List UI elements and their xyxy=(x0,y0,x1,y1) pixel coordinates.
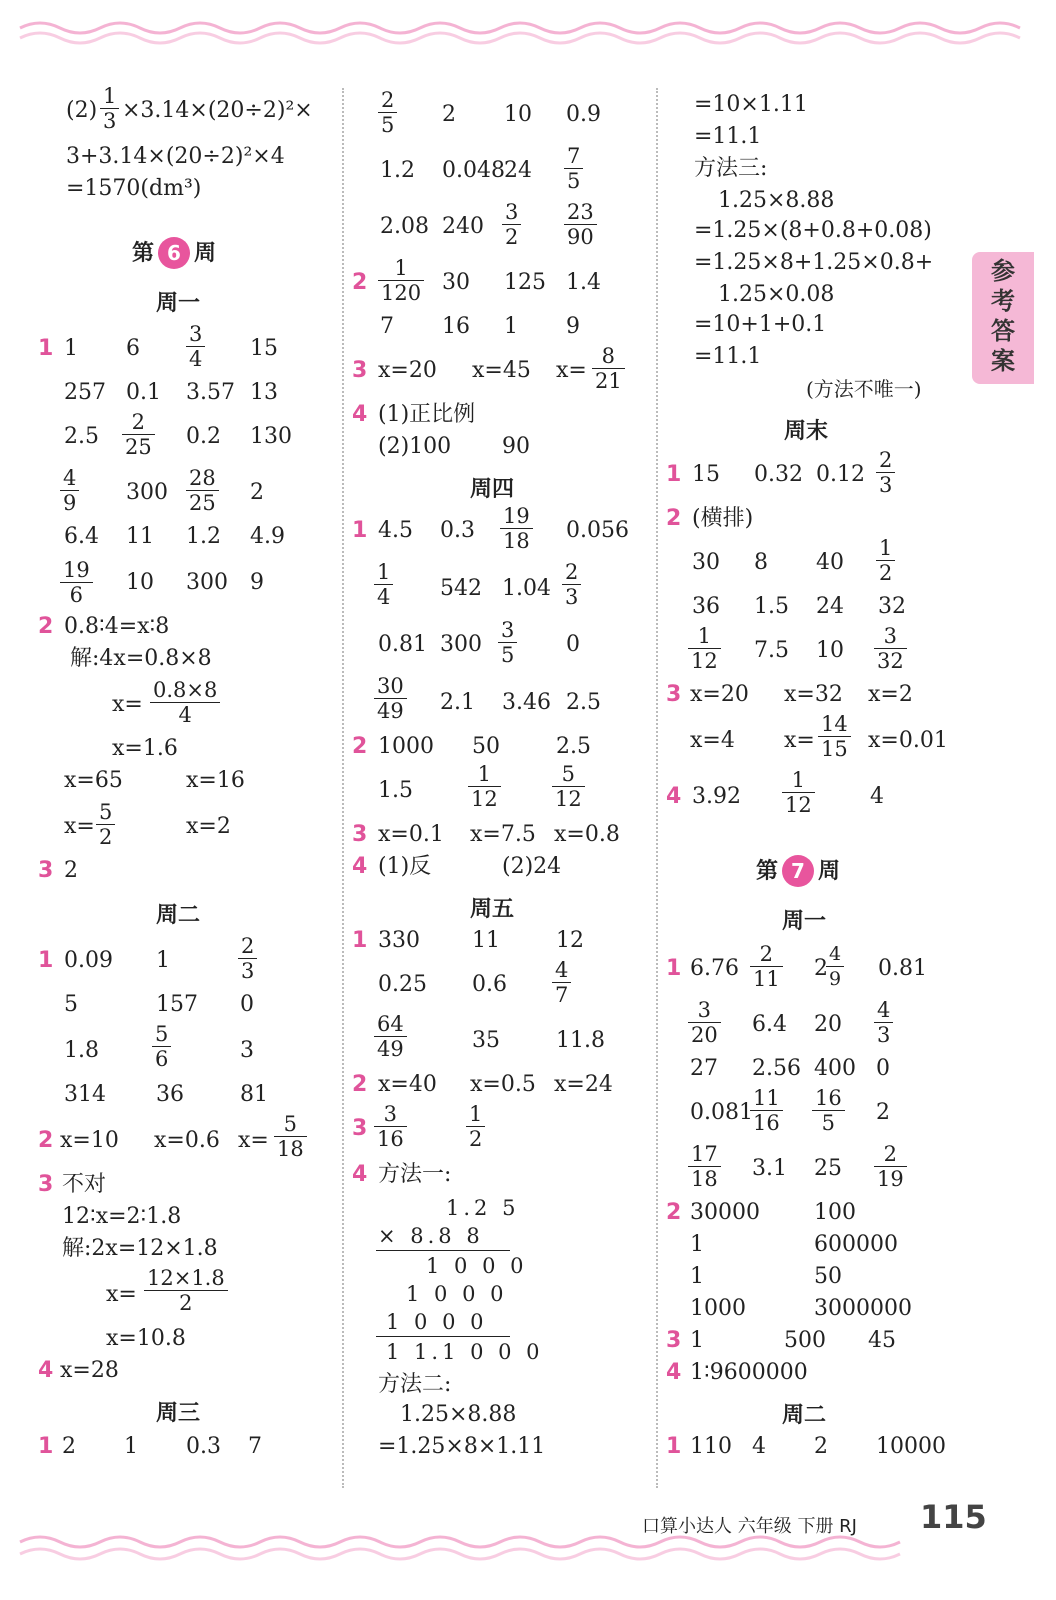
tab-label: 参考答案 xyxy=(991,257,1015,375)
fraction: $\frac{30}{49}$ xyxy=(374,674,407,723)
answer: 1.8 xyxy=(64,1038,99,1063)
multiplication-row: 1 0 0 0 xyxy=(426,1254,528,1278)
equation: x=2 xyxy=(186,814,231,839)
fraction: $\frac{2}{11}$ xyxy=(750,942,783,991)
question-number: 2 xyxy=(352,734,368,759)
answer: 500 xyxy=(784,1328,826,1353)
answer: 314 xyxy=(64,1082,106,1107)
top-wave-border xyxy=(0,16,1056,56)
multiplication-row: 1 1.1 0 0 0 xyxy=(386,1340,544,1364)
question-number: 2 xyxy=(38,1128,54,1153)
answer: 10 xyxy=(504,102,532,127)
answer: 50 xyxy=(472,734,500,759)
equation: =1.25×(8+0.8+0.08) xyxy=(694,218,932,243)
equation: x= xyxy=(112,692,143,717)
answer: 3.1 xyxy=(752,1156,787,1181)
week-6-heading: 第 6 周 xyxy=(132,236,216,269)
answer: 0.048 xyxy=(442,158,505,183)
equation: x=10.8 xyxy=(106,1326,186,1351)
fraction: $\frac{8}{21}$ xyxy=(592,344,625,393)
question-number: 1 xyxy=(666,1434,682,1459)
equation: x= xyxy=(238,1128,269,1153)
answer: 0 xyxy=(566,632,580,657)
answer: 1 xyxy=(504,314,518,339)
answer: 81 xyxy=(240,1082,268,1107)
equation: =10×1.11 xyxy=(694,92,808,117)
day-heading-wednesday: 周三 xyxy=(156,1401,201,1426)
answer: 3.92 xyxy=(692,784,741,809)
answer: 1 xyxy=(64,336,78,361)
multiplication-row: 1.2 5 xyxy=(446,1196,520,1220)
text-line: 3+3.14×(20÷2)²×4 xyxy=(66,144,285,169)
equation: x=4 xyxy=(690,728,735,753)
answer: 45 xyxy=(868,1328,896,1353)
answer: 1∶9600000 xyxy=(690,1360,808,1385)
answer: 300 xyxy=(126,480,168,505)
question-number: 1 xyxy=(38,948,54,973)
question-number: 1 xyxy=(666,956,682,981)
answer: 1 xyxy=(690,1264,704,1289)
text-line: (1)反 xyxy=(378,854,432,879)
question-number: 2 xyxy=(38,614,54,639)
answer: 3.57 xyxy=(186,380,235,405)
fraction: $\frac{1}{2}$ xyxy=(876,536,895,585)
equation: x=10 xyxy=(60,1128,119,1153)
answer: 4 xyxy=(870,784,884,809)
answer: 2.5 xyxy=(566,690,601,715)
answer: 3000000 xyxy=(814,1296,912,1321)
equation: 12∶x=2∶1.8 xyxy=(62,1204,182,1229)
answer: 25 xyxy=(814,1156,842,1181)
question-number: 4 xyxy=(666,784,682,809)
fraction: $\frac{0.8\times 8}{4}$ xyxy=(150,678,220,727)
answer: 13 xyxy=(250,380,278,405)
equation: x=0.8 xyxy=(554,822,620,847)
answer: 0.3 xyxy=(186,1434,221,1459)
answer: 130 xyxy=(250,424,292,449)
fraction: $\frac{1}{12}$ xyxy=(468,762,501,811)
answer: 157 xyxy=(156,992,198,1017)
question-number: 4 xyxy=(666,1360,682,1385)
text-line: (2) xyxy=(66,98,98,123)
footer-book-title: 口算小达人 六年级 下册 RJ xyxy=(642,1516,857,1537)
equation: 1.25×0.08 xyxy=(718,282,835,307)
equation: x= xyxy=(106,1282,137,1307)
answer: 36 xyxy=(156,1082,184,1107)
fraction: $\frac{64}{49}$ xyxy=(374,1012,407,1061)
question-number: 1 xyxy=(352,518,368,543)
fraction: $\frac{5}{18}$ xyxy=(274,1112,307,1161)
answer: 0.6 xyxy=(472,972,507,997)
fraction: $\frac{16}{5}$ xyxy=(812,1086,845,1135)
answer: 11 xyxy=(472,928,500,953)
answer: 600000 xyxy=(814,1232,898,1257)
page-number: 115 xyxy=(920,1498,987,1536)
equation: x=32 xyxy=(784,682,843,707)
fraction: $\frac{2}{19}$ xyxy=(874,1142,907,1191)
answer: 9 xyxy=(566,314,580,339)
answer: 20 xyxy=(814,1012,842,1037)
day-heading-friday: 周五 xyxy=(470,897,515,922)
week-7-heading: 第 7 周 xyxy=(756,854,840,887)
answer: 30 xyxy=(442,270,470,295)
fraction: $\frac{17}{18}$ xyxy=(688,1142,721,1191)
fraction: $\frac{4}{3}$ xyxy=(874,998,893,1047)
question-number: 2 xyxy=(352,270,368,295)
question-number: 1 xyxy=(666,462,682,487)
answer: 1 xyxy=(690,1328,704,1353)
question-number: 3 xyxy=(352,358,368,383)
fraction: $\frac{1}{120}$ xyxy=(378,256,424,305)
day-heading-tuesday: 周二 xyxy=(156,903,201,928)
multiplication-row: 1 0 0 0 xyxy=(406,1282,508,1306)
equation: x= xyxy=(64,814,95,839)
answer: 15 xyxy=(692,462,720,487)
fraction: $\frac{14}{15}$ xyxy=(818,712,851,761)
answer: 400 xyxy=(814,1056,856,1081)
text-line: 方法二: xyxy=(378,1372,452,1397)
text-line: 90 xyxy=(502,434,530,459)
multiplication-row: 1 0 0 0 xyxy=(386,1310,488,1334)
question-number: 1 xyxy=(352,928,368,953)
answer: 2 xyxy=(250,480,264,505)
question-number: 2 xyxy=(666,1200,682,1225)
fraction: $\frac{3}{20}$ xyxy=(688,998,721,1047)
equation: x=65 xyxy=(64,768,123,793)
answer: 1000 xyxy=(690,1296,746,1321)
answer: 0.12 xyxy=(816,462,865,487)
answer: 0.9 xyxy=(566,102,601,127)
question-number: 3 xyxy=(666,1328,682,1353)
equation: =1.25×8×1.11 xyxy=(378,1434,546,1459)
equation: x=1.6 xyxy=(112,736,178,761)
answer: 2 xyxy=(876,1100,890,1125)
equation: =11.1 xyxy=(694,344,762,369)
equation: x=0.01 xyxy=(868,728,948,753)
answer: 125 xyxy=(504,270,546,295)
fraction: $\frac{5}{2}$ xyxy=(96,800,115,849)
answer: 24 xyxy=(816,594,844,619)
text-line: =1570(dm³) xyxy=(66,176,202,201)
equation: x=28 xyxy=(60,1358,119,1383)
answer: 7 xyxy=(248,1434,262,1459)
answer: 0.25 xyxy=(378,972,427,997)
answer: 2 xyxy=(442,102,456,127)
answer: 240 xyxy=(442,214,484,239)
question-number: 3 xyxy=(38,858,54,883)
answer: 110 xyxy=(690,1434,732,1459)
text-line: 不对 xyxy=(62,1172,107,1197)
equation: x=20 xyxy=(378,358,437,383)
answer: 8 xyxy=(754,550,768,575)
fraction: $\frac{2}{5}$ xyxy=(378,88,397,137)
answer: 1 xyxy=(690,1232,704,1257)
answer: 2 xyxy=(64,858,78,883)
question-number: 4 xyxy=(352,402,368,427)
answer: 0 xyxy=(876,1056,890,1081)
answer: 2.5 xyxy=(556,734,591,759)
question-number: 4 xyxy=(352,854,368,879)
question-number: 4 xyxy=(38,1358,54,1383)
fraction: $\frac{3}{16}$ xyxy=(374,1102,407,1151)
answer: 36 xyxy=(692,594,720,619)
fraction: $\frac{23}{90}$ xyxy=(564,200,597,249)
multiplication-rule xyxy=(376,1336,510,1337)
answer: 7 xyxy=(380,314,394,339)
answer: 4 xyxy=(752,1434,766,1459)
question-number: 3 xyxy=(352,822,368,847)
question-number: 3 xyxy=(352,1116,368,1141)
equation: x=24 xyxy=(554,1072,613,1097)
answer: 10 xyxy=(126,570,154,595)
answer: 1.4 xyxy=(566,270,601,295)
fraction: $\frac{12\times 1.8}{2}$ xyxy=(144,1266,228,1315)
equation: x=0.5 xyxy=(470,1072,536,1097)
fraction: $\frac{11}{16}$ xyxy=(750,1086,783,1135)
answer: 1000 xyxy=(378,734,434,759)
answer: 7.5 xyxy=(754,638,789,663)
answer: 1.2 xyxy=(380,158,415,183)
answer: 0.09 xyxy=(64,948,113,973)
answer: 330 xyxy=(378,928,420,953)
equation: =11.1 xyxy=(694,124,762,149)
fraction: $\frac{3}{32}$ xyxy=(874,624,907,673)
equation: x= xyxy=(784,728,815,753)
fraction: $\frac{4}{7}$ xyxy=(552,958,571,1007)
fraction: $\frac{1}{2}$ xyxy=(466,1102,485,1151)
answer: 32 xyxy=(878,594,906,619)
answer: 1.5 xyxy=(378,778,413,803)
answer: 0.81 xyxy=(378,632,427,657)
answer: 1.5 xyxy=(754,594,789,619)
answer: 542 xyxy=(440,576,482,601)
answer: 4.9 xyxy=(250,524,285,549)
answer: 9 xyxy=(250,570,264,595)
answer: 6.4 xyxy=(752,1012,787,1037)
fraction: $\frac{1}{12}$ xyxy=(782,768,815,817)
answer: 2.56 xyxy=(752,1056,801,1081)
answer: 30 xyxy=(692,550,720,575)
answer: 50 xyxy=(814,1264,842,1289)
question-number: 3 xyxy=(666,682,682,707)
equation: 1.25×8.88 xyxy=(400,1402,517,1427)
question-number: 1 xyxy=(38,336,54,361)
day-heading-monday: 周一 xyxy=(156,291,201,316)
answer: 6.76 xyxy=(690,956,739,981)
answer: 15 xyxy=(250,336,278,361)
answer: 0.32 xyxy=(754,462,803,487)
question-number: 4 xyxy=(352,1162,368,1187)
fraction: $\frac{1}{12}$ xyxy=(688,624,721,673)
fraction: $\frac{1}{4}$ xyxy=(374,560,393,609)
bottom-wave-border xyxy=(0,1530,1056,1570)
answer-key-tab xyxy=(972,252,1034,384)
answer: 24 xyxy=(504,158,532,183)
column-divider xyxy=(342,88,344,1488)
answer: 0.056 xyxy=(566,518,629,543)
answer: 6.4 xyxy=(64,524,99,549)
equation: x=7.5 xyxy=(470,822,536,847)
answer: 0.81 xyxy=(878,956,927,981)
answer: 1 xyxy=(124,1434,138,1459)
equation: 解:4x=0.8×8 xyxy=(70,646,212,671)
answer: 30000 xyxy=(690,1200,760,1225)
fraction: $\frac{19}{6}$ xyxy=(60,558,93,607)
answer: 27 xyxy=(690,1056,718,1081)
text-line: ×3.14×(20÷2)²× xyxy=(122,98,313,123)
fraction: $\frac{3}{5}$ xyxy=(498,618,517,667)
day-heading-thursday: 周四 xyxy=(470,477,515,502)
multiplication-rule xyxy=(376,1250,510,1251)
fraction: $\frac{4}{9}$ xyxy=(826,942,844,991)
answer: 2 xyxy=(814,956,828,981)
answer: 0.3 xyxy=(440,518,475,543)
answer: 2 xyxy=(62,1434,76,1459)
text-line: (2)100 xyxy=(378,434,452,459)
answer: 0.2 xyxy=(186,424,221,449)
equation: =1.25×8+1.25×0.8+ xyxy=(694,250,934,275)
answer: 2.5 xyxy=(64,424,99,449)
answer: 1.04 xyxy=(502,576,551,601)
fraction: $\frac{28}{25}$ xyxy=(186,466,219,515)
equation: x=0.6 xyxy=(154,1128,220,1153)
equation: x=40 xyxy=(378,1072,437,1097)
answer: 40 xyxy=(816,550,844,575)
note: (方法不唯一) xyxy=(806,377,922,401)
day-heading-monday: 周一 xyxy=(782,909,827,934)
fraction: $\frac{5}{12}$ xyxy=(552,762,585,811)
fraction: $\frac{3}{4}$ xyxy=(186,322,205,371)
answer: 6 xyxy=(126,336,140,361)
answer: 1.2 xyxy=(186,524,221,549)
answer: 3 xyxy=(240,1038,254,1063)
equation: x= xyxy=(556,358,587,383)
day-heading-tuesday: 周二 xyxy=(782,1403,827,1428)
answer: 2.08 xyxy=(380,214,429,239)
text-line: 方法一: xyxy=(378,1162,452,1187)
equation: x=45 xyxy=(472,358,531,383)
fraction: $\frac{2}{25}$ xyxy=(122,410,155,459)
answer: 4.5 xyxy=(378,518,413,543)
answer: 35 xyxy=(472,1028,500,1053)
question-number: 3 xyxy=(38,1172,54,1197)
answer: 1 xyxy=(156,948,170,973)
equation: x=20 xyxy=(690,682,749,707)
question-number: 2 xyxy=(666,506,682,531)
answer: 5 xyxy=(64,992,78,1017)
fraction: $\frac{7}{5}$ xyxy=(564,144,583,193)
equation: x=2 xyxy=(868,682,913,707)
fraction: $\frac{2}{3}$ xyxy=(238,934,257,983)
fraction: $\frac{3}{2}$ xyxy=(502,200,521,249)
fraction: $\frac{4}{9}$ xyxy=(60,466,79,515)
question-number: 2 xyxy=(352,1072,368,1097)
answer: 0.1 xyxy=(126,380,161,405)
answer: 0 xyxy=(240,992,254,1017)
column-divider xyxy=(656,88,658,1488)
answer: 10000 xyxy=(876,1434,946,1459)
equation: 1.25×8.88 xyxy=(718,188,835,213)
answer: 0.081 xyxy=(690,1100,753,1125)
equation: 解:2x=12×1.8 xyxy=(62,1236,218,1261)
equation: x=0.1 xyxy=(378,822,444,847)
text-line: (横排) xyxy=(692,506,754,531)
fraction: $\frac{2}{3}$ xyxy=(562,560,581,609)
day-heading-weekend: 周末 xyxy=(784,419,829,444)
fraction: $\frac{19}{18}$ xyxy=(500,504,533,553)
answer: 257 xyxy=(64,380,106,405)
answer: 100 xyxy=(814,1200,856,1225)
answer: 2.1 xyxy=(440,690,475,715)
text-line: (2)24 xyxy=(502,854,562,879)
equation: =10+1+0.1 xyxy=(694,312,827,337)
answer: 300 xyxy=(440,632,482,657)
answer: 11.8 xyxy=(556,1028,605,1053)
question-number: 1 xyxy=(38,1434,54,1459)
fraction: $\frac{1}{3}$ xyxy=(100,84,119,133)
answer: 16 xyxy=(442,314,470,339)
answer: 2 xyxy=(814,1434,828,1459)
answer: 12 xyxy=(556,928,584,953)
equation: 0.8∶4=x∶8 xyxy=(64,614,170,639)
answer: 300 xyxy=(186,570,228,595)
text-line: (1)正比例 xyxy=(378,402,476,427)
answer: 3.46 xyxy=(502,690,551,715)
fraction: $\frac{5}{6}$ xyxy=(152,1022,171,1071)
answer: 11 xyxy=(126,524,154,549)
answer: 10 xyxy=(816,638,844,663)
multiplication-row: × 8.8 8 xyxy=(378,1224,484,1248)
equation: x=16 xyxy=(186,768,245,793)
text-line: 方法三: xyxy=(694,156,768,181)
fraction: $\frac{2}{3}$ xyxy=(876,448,895,497)
